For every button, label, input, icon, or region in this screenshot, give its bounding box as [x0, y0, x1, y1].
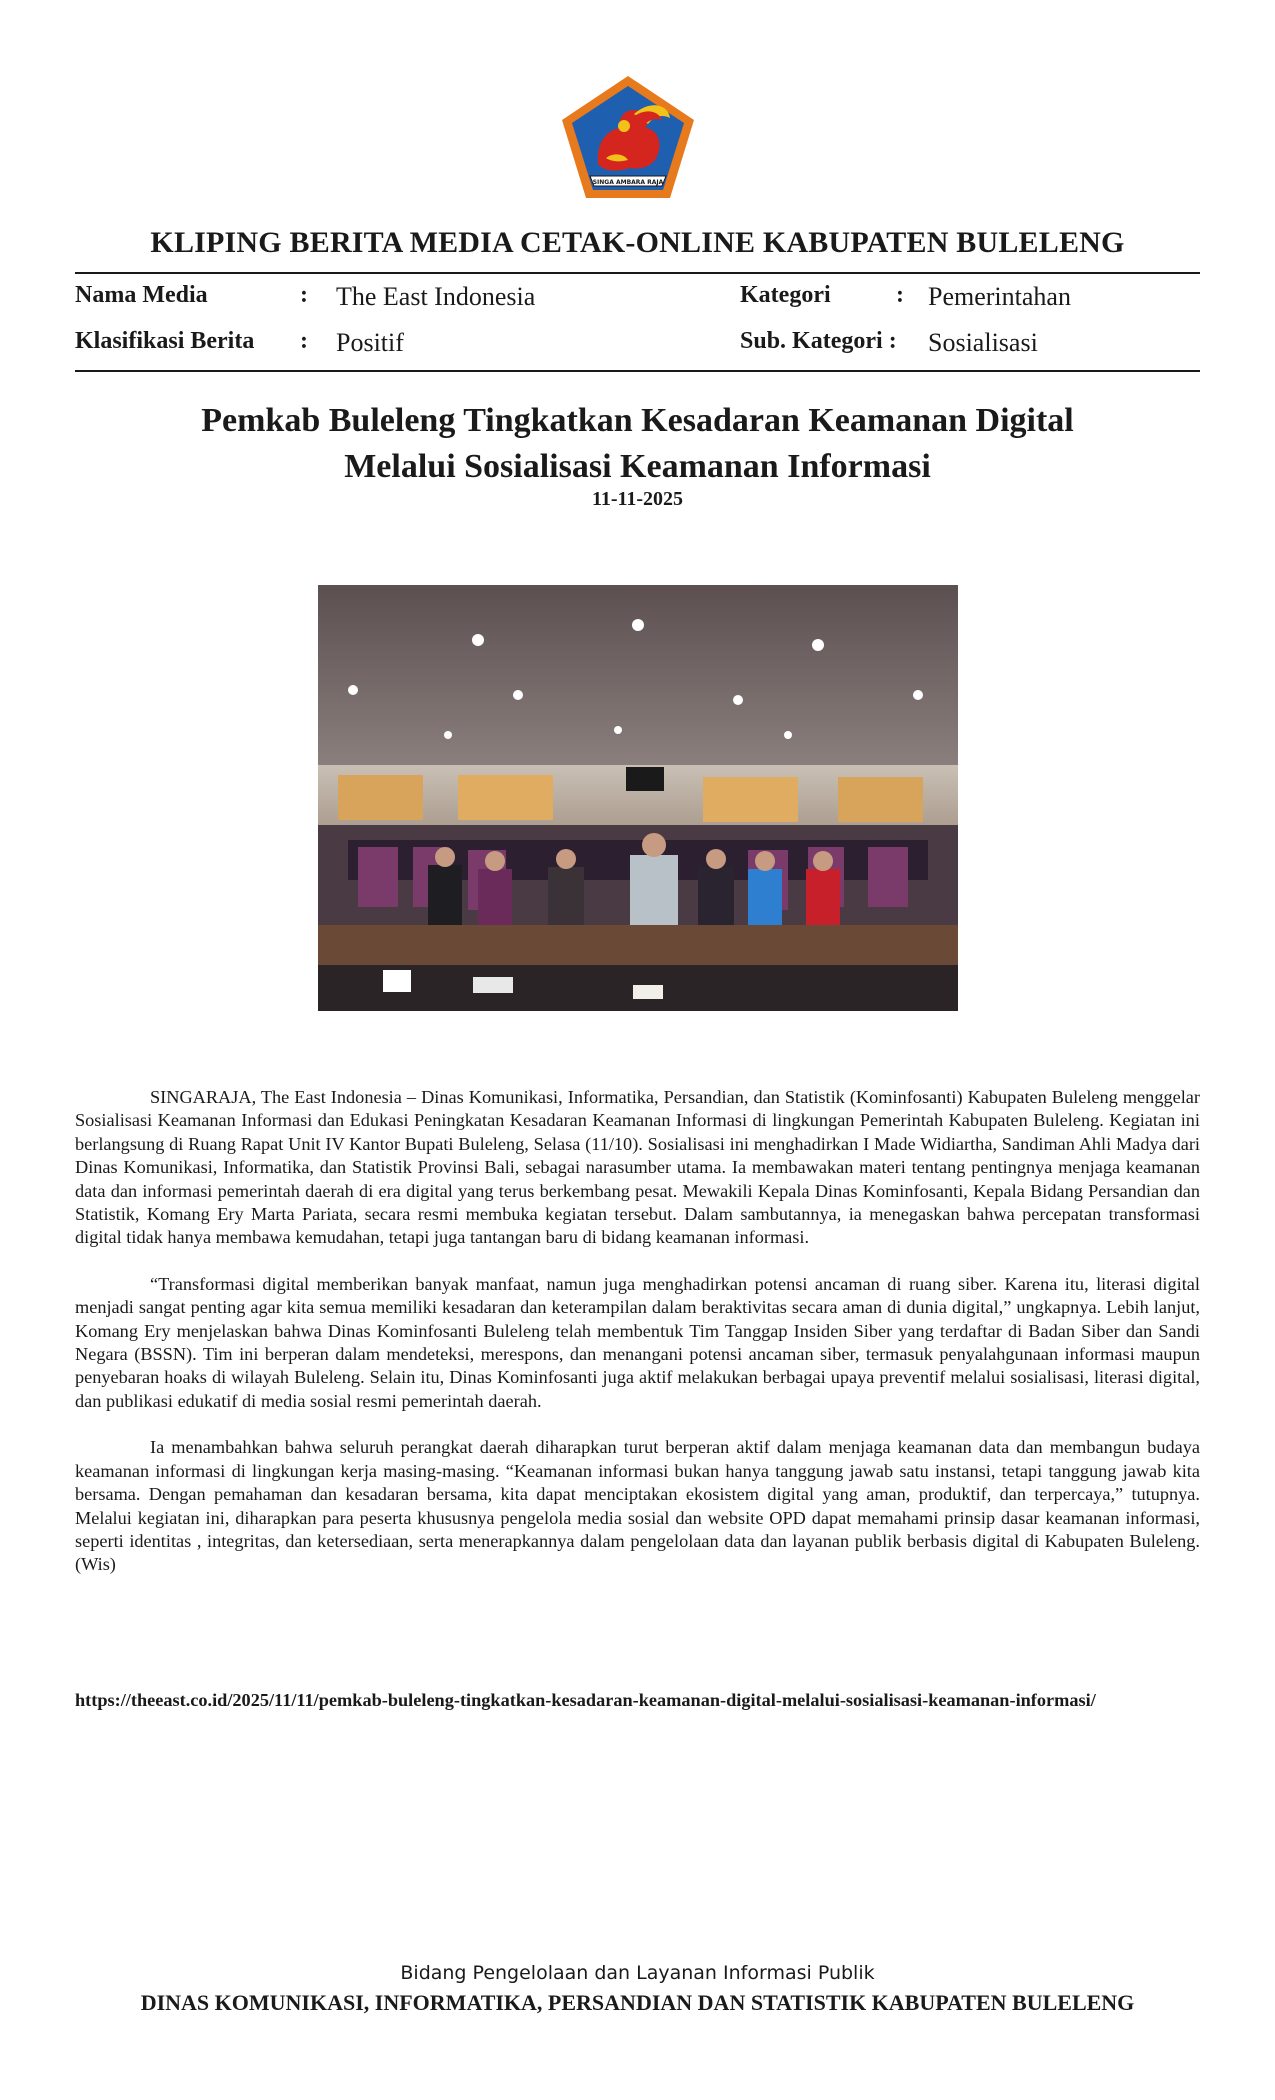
sub-kategori-label: Sub. Kategori : — [740, 328, 897, 354]
article-body — [75, 1086, 1200, 1596]
article-paragraph-2: “Transformasi digital memberikan banyak manfaat, namun juga menghadirkan potensi ancaman di ruang siber. Karena itu, literasi digital menjadi sangat penting agar kita semua memiliki kesadaran dan keterampilan dalam beraktivitas secara aman di dunia digital,” ungkapnya. Lebih lanjut, Komang Ery menjelaskan bahwa Dinas Kominfosanti Buleleng telah membentuk Tim Tanggap Insiden Siber yang terdaftar di Badan Siber dan Sandi Negara (BSSN). Tim ini berperan dalam mendeteksi, merespons, dan menangani potensi ancaman siber, termasuk penyalahgunaan informasi maupun penyebaran hoaks di wilayah Buleleng. Selain itu, Dinas Kominfosanti juga aktif melakukan berbagai upaya preventif melalui sosialisasi, literasi digital, dan publikasi edukatif di media sosial resmi pemerintah daerah. — [75, 1273, 1200, 1411]
article-headline — [0, 398, 1275, 490]
footer-agency: DINAS KOMUNIKASI, INFORMATIKA, PERSANDIAN DAN STATISTIK KABUPATEN BULELENG — [140, 1990, 1135, 2015]
article-paragraph-3: Ia menambahkan bahwa seluruh perangkat daerah diharapkan turut berperan aktif dalam menjaga keamanan data dan membangun budaya keamanan informasi di lingkungan kerja masing-masing. “Keamanan informasi bukan hanya tanggung jawab satu instansi, tetapi tanggung jawab kita bersama. Dengan pemahaman dan kesadaran bersama, kita dapat menciptakan ekosistem digital yang aman, produktif, dan terpercaya,” tutupnya. Melalui kegiatan ini, diharapkan para peserta khususnya pengelola media sosial dan website OPD dapat memahami prinsip dasar keamanan informasi, seperti identitas , integritas, dan ketersediaan, serta menerapkannya dalam pengelolaan data dan layanan publik berbasis digital di Kabupaten Buleleng.(Wis) — [75, 1437, 1200, 1575]
klasifikasi-label: Klasifikasi Berita — [75, 328, 255, 354]
buleleng-emblem-logo — [558, 74, 698, 202]
source-url-link[interactable]: https://theeast.co.id/2025/11/11/pemkab-buleleng-tingkatkan-kesadaran-keamanan-digital-melalui-sosialisasi-keamanan-informasi/ — [75, 1690, 1096, 1710]
kategori-label: Kategori — [740, 282, 831, 308]
sub-kategori-value: Sosialisasi — [928, 328, 1038, 357]
article-date: 11-11-2025 — [591, 488, 684, 510]
article-paragraph-1: SINGARAJA, The East Indonesia – Dinas Komunikasi, Informatika, Persandian, dan Statistik (Kominfosanti) Kabupaten Buleleng menggelar Sosialisasi Keamanan Informasi dan Edukasi Peningkatan Kesadaran Keamanan Informasi di lingkungan Pemerintah Kabupaten Buleleng. Kegiatan ini berlangsung di Ruang Rapat Unit IV Kantor Bupati Buleleng, Selasa (11/10). Sosialisasi ini menghadirkan I Made Widiartha, Sandiman Ahli Madya dari Dinas Komunikasi, Informatika, dan Statistik Provinsi Bali, sebagai narasumber utama. Ia membawakan materi tentang pentingnya menjaga keamanan data dan informasi pemerintah daerah di era digital yang terus berkembang pesat. Mewakili Kepala Dinas Kominfosanti, Kepala Bidang Persandian dan Statistik, Komang Ery Marta Pariata, secara resmi membuka kegiatan tersebut. Dalam sambutannya, ia menegaskan bahwa percepatan transformasi digital tidak hanya membawa kemudahan, tetapi juga tantangan baru di bidang keamanan informasi. — [75, 1087, 1200, 1248]
logo-motto-text: SINGA AMBARA RAJA — [592, 179, 664, 186]
document-title: KLIPING BERITA MEDIA CETAK-ONLINE KABUPATEN BULELENG — [150, 226, 1125, 259]
headline-line-2: Melalui Sosialisasi Keamanan Informasi — [344, 448, 931, 485]
nama-media-label: Nama Media — [75, 282, 208, 308]
klasifikasi-colon: : — [300, 328, 308, 354]
footer-department: Bidang Pengelolaan dan Layanan Informasi Publik — [400, 1962, 875, 1984]
header-top-divider — [75, 272, 1200, 274]
headline-line-1: Pemkab Buleleng Tingkatkan Kesadaran Keamanan Digital — [201, 402, 1074, 439]
kategori-colon: : — [896, 282, 904, 308]
klasifikasi-value: Positif — [336, 328, 404, 357]
article-photo — [318, 585, 958, 1011]
header-bottom-divider — [75, 370, 1200, 372]
nama-media-colon: : — [300, 282, 308, 308]
nama-media-value: The East Indonesia — [336, 282, 536, 311]
kategori-value: Pemerintahan — [928, 282, 1071, 311]
